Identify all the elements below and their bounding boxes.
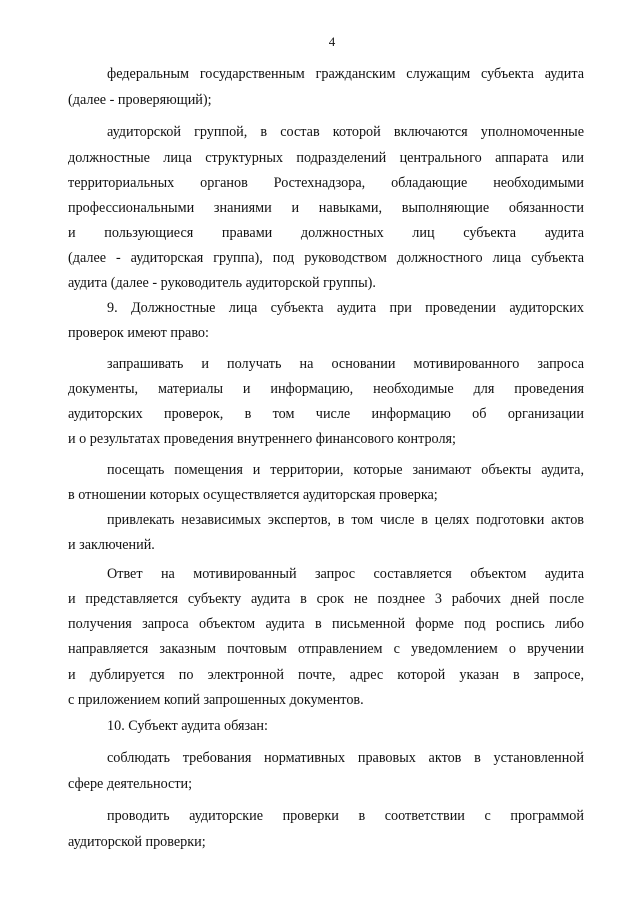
text-line: 10. Субъект аудита обязан: [107,718,268,734]
text-line: (далее - проверяющий); [68,92,212,108]
text-line: проверок имеют право: [68,325,209,341]
text-line: получения запроса объектом аудита в письменной форме под роспись либо [68,616,584,632]
text-line: и заключений. [68,537,155,553]
text-line: аудиторской группой, в состав которой включаются уполномоченные [107,124,584,140]
text-line: в отношении которых осуществляется аудиторская проверка; [68,487,438,503]
text-line: (далее - аудиторская группа), под руководством должностного лица субъекта [68,250,584,266]
page-number: 4 [328,34,336,49]
text-line: документы, материалы и информацию, необходимые для проведения [68,381,584,397]
text-line: посещать помещения и территории, которые занимают объекты аудита, [107,462,584,478]
text-line: запрашивать и получать на основании мотивированного запроса [107,356,584,372]
text-line: сфере деятельности; [68,776,193,792]
text-line: аудита (далее - руководитель аудиторской группы). [68,275,376,291]
text-line: и пользующиеся правами должностных лиц субъекта аудита [68,225,584,241]
text-line: аудиторских проверок, в том числе информацию об организации [68,406,584,422]
text-line: и о результатах проведения внутреннего финансового контроля; [68,431,456,447]
text-line: 9. Должностные лица субъекта аудита при проведении аудиторских [107,300,584,316]
text-line: и представляется субъекту аудита в срок не позднее 3 рабочих дней после [68,591,584,607]
text-line: направляется заказным почтовым отправлением с уведомлением о вручении [68,641,584,657]
text-line: федеральным государственным гражданским служащим субъекта аудита [107,66,584,82]
text-line: проводить аудиторские проверки в соответствии с программой [107,808,584,824]
text-line: привлекать независимых экспертов, в том числе в целях подготовки актов [107,512,584,528]
text-line: Ответ на мотивированный запрос составляется объектом аудита [107,566,584,582]
text-line: соблюдать требования нормативных правовых актов в установленной [107,750,584,766]
text-line: должностные лица структурных подразделений центрального аппарата или [68,150,584,166]
text-line: и дублируется по электронной почте, адрес которой указан в запросе, [68,667,584,683]
text-line: профессиональными знаниями и навыками, выполняющие обязанности [68,200,584,216]
text-line: территориальных органов Ростехнадзора, обладающие необходимыми [68,175,584,191]
text-line: аудиторской проверки; [68,834,206,850]
text-line: с приложением копий запрошенных документов. [68,692,364,708]
